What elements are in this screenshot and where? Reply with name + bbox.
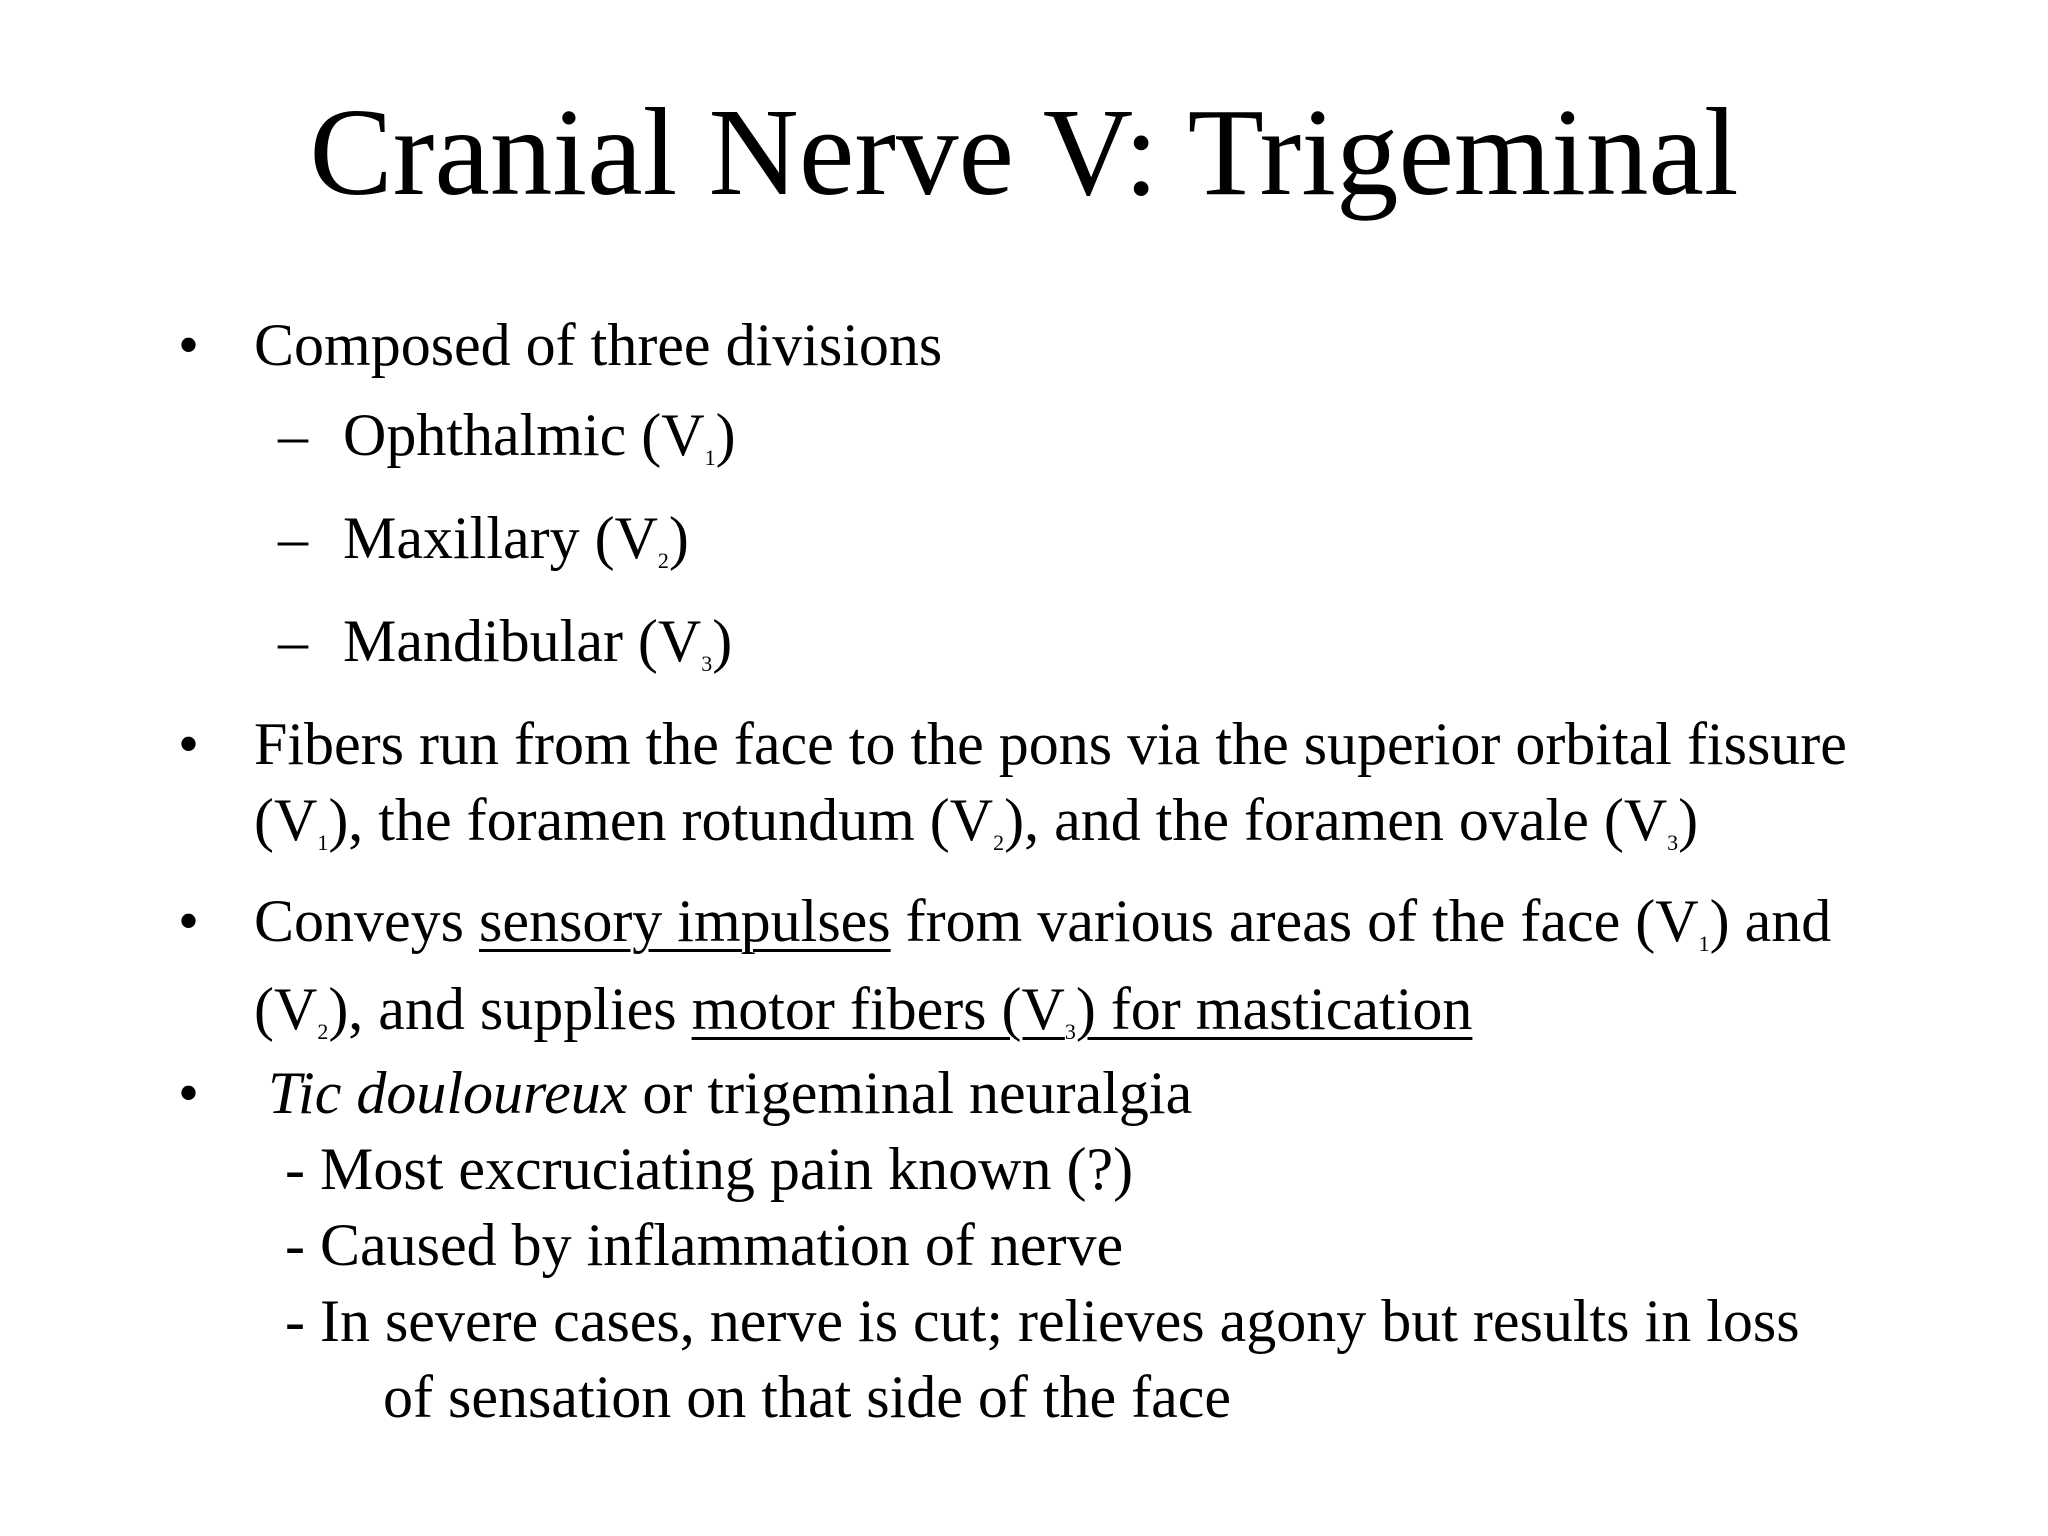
- bullet-marker: •: [178, 711, 200, 777]
- dash-marker: –: [278, 402, 308, 468]
- bullet-fibers-line1: Fibers run from the face to the pons via the superior orbital fissure: [254, 711, 1847, 777]
- bullet-marker: •: [178, 1060, 200, 1126]
- sensory-impulses-underlined: sensory impulses: [479, 888, 891, 954]
- bullet-composed: Composed of three divisions: [254, 312, 943, 378]
- bullet-conveys-line1: Conveys sensory impulses from various areas of the face $(V_1)$ and: [254, 888, 1832, 956]
- division-ophthalmic: Ophthalmic $(V_1)$: [343, 402, 736, 470]
- dash-marker: –: [278, 608, 308, 674]
- tic-detail-treatment-cont: of sensation on that side of the face: [383, 1364, 1232, 1430]
- dash-marker: –: [278, 505, 308, 571]
- tic-detail-cause: - Caused by inflammation of nerve: [285, 1212, 1124, 1278]
- division-mandibular: Mandibular $(V_3)$: [343, 608, 733, 676]
- bullet-conveys-line2: $(V_2)$, and supplies motor fibers $(V_3)$ for mastication: [254, 976, 1473, 1044]
- bullet-tic-douloureux: Tic douloureux or trigeminal neuralgia: [268, 1060, 1193, 1126]
- tic-douloureux-italic: Tic douloureux: [268, 1060, 628, 1126]
- motor-fibers-underlined: motor fibers $(V_3)$ for mastication: [691, 976, 1473, 1044]
- bullet-fibers-line2: $(V_1)$, the foramen rotundum $(V_2)$, and the foramen ovale $(V_3)$: [254, 787, 1699, 855]
- slide-title: Cranial Nerve V: Trigeminal: [309, 84, 1739, 222]
- tic-detail-pain: - Most excruciating pain known (?): [285, 1136, 1134, 1202]
- tic-detail-treatment: - In severe cases, nerve is cut; relieves agony but results in loss: [285, 1288, 1800, 1354]
- bullet-marker: •: [178, 312, 200, 378]
- division-maxillary: Maxillary $(V_2)$: [343, 505, 689, 573]
- bullet-marker: •: [178, 888, 200, 954]
